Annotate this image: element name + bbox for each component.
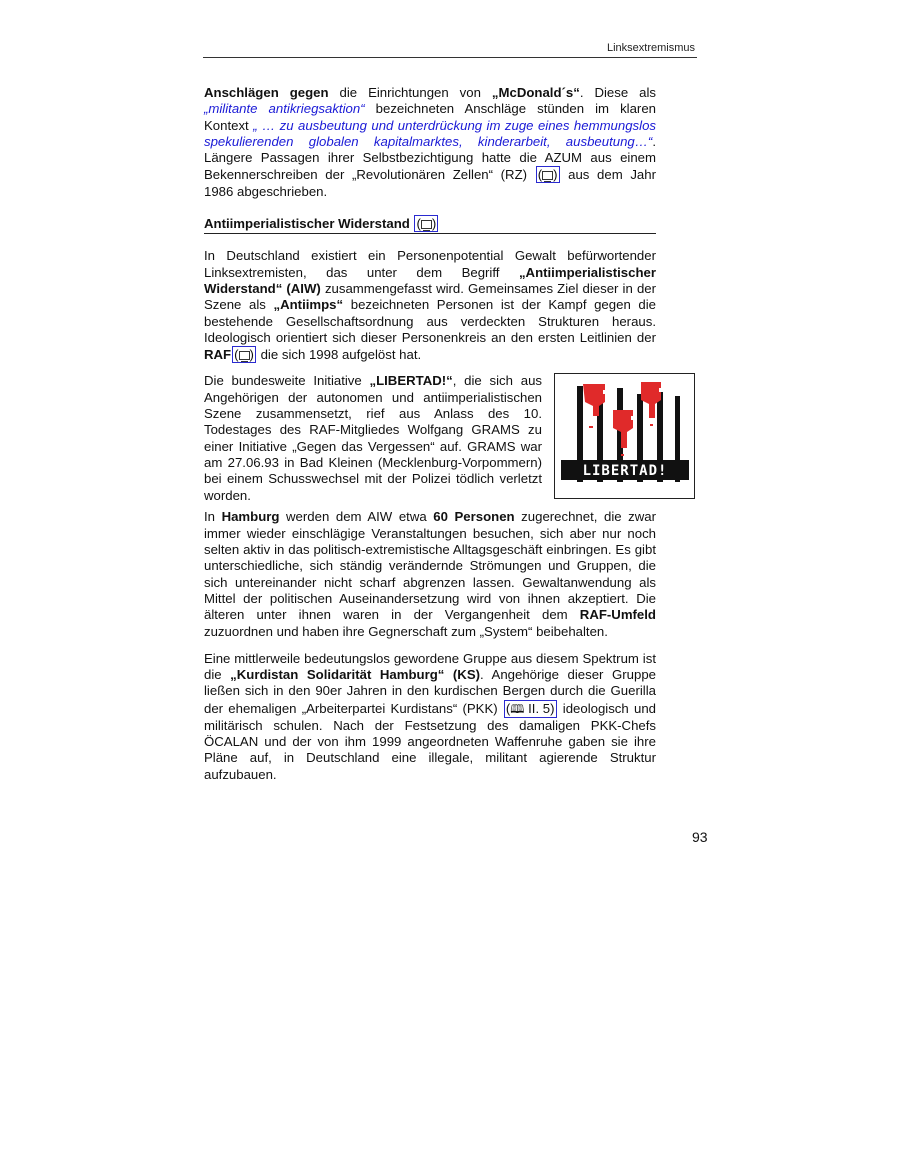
- rz-reference-link[interactable]: ( ): [537, 167, 558, 183]
- section-heading: Antiimperialistischer Widerstand: [204, 216, 410, 232]
- libertad-logo-graphic: [555, 374, 694, 498]
- header-rule: [203, 57, 697, 58]
- section-rule: [204, 233, 656, 234]
- ks-term: „Kurdistan Solidarität Hamburg“ (KS): [230, 667, 481, 683]
- paragraph-text: , die sich aus Angehörigen der autonomen und antiimperialistischen Szene zusammensetzt, rief aus Anlass des 10. Todestages des RAF-Mitgliedes Wolfgang GRAMS zu einer Initiative „Gegen das Vergessen“ auf. GRAMS war am 27.06.93 in Bad Kleinen (Mecklenburg-Vorpommern) bei einem Schusswechsel mit der Polizei tödlich verletzt worden.: [204, 373, 542, 503]
- ks-paragraph: [204, 651, 656, 783]
- page-header: [203, 41, 697, 58]
- computer-icon: [542, 171, 553, 180]
- raf-reference-link[interactable]: ( ): [234, 347, 254, 363]
- computer-icon: [239, 351, 250, 360]
- section-reference-link[interactable]: ( ): [416, 216, 437, 232]
- intro-text: die Einrichtungen von: [328, 85, 492, 100]
- paragraph-text: bezeichneten Personen ist der Kampf gegen die bestehende Gesellschaftsordnung aus verdeckten Strukturen heraus. Ideologisch orientiert sich dieser Personenkreis an den ersten Leitlinien der: [204, 297, 656, 345]
- paragraph-text: ideologisch und militärisch schulen. Nach der Festsetzung des damaligen PKK-Chefs ÖCALAN und der von ihm 1999 angeordneten Waffenruhe gaben sie ihre Pläne auf, in Deutschland eine illegale, militant agierende Struktur aufzubauen.: [204, 700, 656, 782]
- person-count: 60 Personen: [433, 509, 515, 525]
- page-content: [204, 85, 668, 783]
- paragraph-text: Die bundesweite Initiative: [204, 373, 370, 389]
- intro-paragraph: [204, 85, 656, 200]
- running-header-title: Linksextremismus: [606, 42, 695, 54]
- paragraph-text: werden dem AIW etwa: [279, 509, 434, 525]
- paragraph-text: die sich 1998 aufgelöst hat.: [256, 347, 422, 363]
- raf-umfeld-term: RAF-Umfeld: [579, 607, 656, 623]
- libertad-logo-image: [554, 373, 695, 499]
- quote-ausbeutung: „ … zu ausbeutung und unterdrückung im zuge eines hemmungslos spekulierenden globalen kapitalmarktes, kinderarbeit, ausbeutung…“: [204, 117, 657, 149]
- intro-text: bezeichneten Anschläge stünden im klaren Kontext: [204, 101, 656, 133]
- reference-text: II. 5: [524, 700, 551, 716]
- libertad-term: „LIBERTAD!“: [369, 373, 453, 389]
- libertad-paragraph: [204, 373, 542, 503]
- pkk-reference-link[interactable]: (🕮 II. 5): [505, 700, 555, 716]
- intro-text: . Diese als: [579, 85, 656, 100]
- book-icon: 🕮: [510, 701, 525, 716]
- antiimps-term: „Antiimps“: [273, 297, 344, 313]
- paragraph-text: Eine mittlerweile bedeutungslos gewordene Gruppe aus diesem Spektrum ist die: [204, 650, 656, 683]
- intro-text: aus dem Jahr 1986 abgeschrieben.: [204, 167, 656, 199]
- quote-militante-antikriegsaktion: „militante antikriegsaktion“: [204, 101, 365, 117]
- paragraph-text: In Deutschland existiert ein Personenpotential Gewalt befürwortender Linksextremisten, das unter dem Begriff: [204, 248, 656, 280]
- section-heading-block: [204, 215, 656, 234]
- hamburg-paragraph: [204, 509, 656, 639]
- paragraph-text: zuzuordnen und haben ihre Gegnerschaft zum „System“ beibehalten.: [204, 623, 608, 639]
- libertad-block: [204, 373, 668, 503]
- paragraph-text: . Angehörige dieser Gruppe ließen sich in den 90er Jahren in den kurdischen Bergen durch die Guerilla der ehemaligen „Arbeiterpartei Kurdistans“ (PKK): [204, 667, 656, 716]
- computer-icon: [421, 220, 432, 229]
- intro-bold-phrase: Anschlägen gegen: [204, 85, 329, 100]
- libertad-logo-text: LIBERTAD!: [582, 463, 668, 480]
- aiw-paragraph: [204, 248, 656, 363]
- raf-term: RAF: [204, 347, 232, 363]
- paragraph-text: zugerechnet, die zwar immer wieder einschlägige Veranstaltungen besuchen, sich aber nur noch selten aktiv in das politisch-extremistische Alltagsgeschäft einbringen. Es gibt unterschiedliche, sich ständig verändernde Strömungen und Gruppen, die sich untereinander nicht scharf abgrenzen lassen. Gewaltanwendung als Mittel der politischen Auseinandersetzung wird von ihnen akzeptiert. Die älteren unter ihnen waren in der Vergangenheit dem: [204, 509, 657, 623]
- intro-text: . Längere Passagen ihrer Selbstbezichtigung hatte die AZUM aus einem Bekennerschreiben der „Revolutionären Zellen“ (RZ): [204, 133, 656, 183]
- paragraph-text: In: [204, 509, 222, 525]
- paragraph-text: zusammengefasst wird. Gemeinsames Ziel dieser in der Szene als: [204, 280, 656, 313]
- page-number: 93: [692, 829, 708, 845]
- hamburg-term: Hamburg: [221, 509, 280, 525]
- aiw-term: „Antiimperialistischer Widerstand“ (AIW): [204, 264, 656, 296]
- mcdonalds-phrase: „McDonald´s“: [491, 85, 580, 100]
